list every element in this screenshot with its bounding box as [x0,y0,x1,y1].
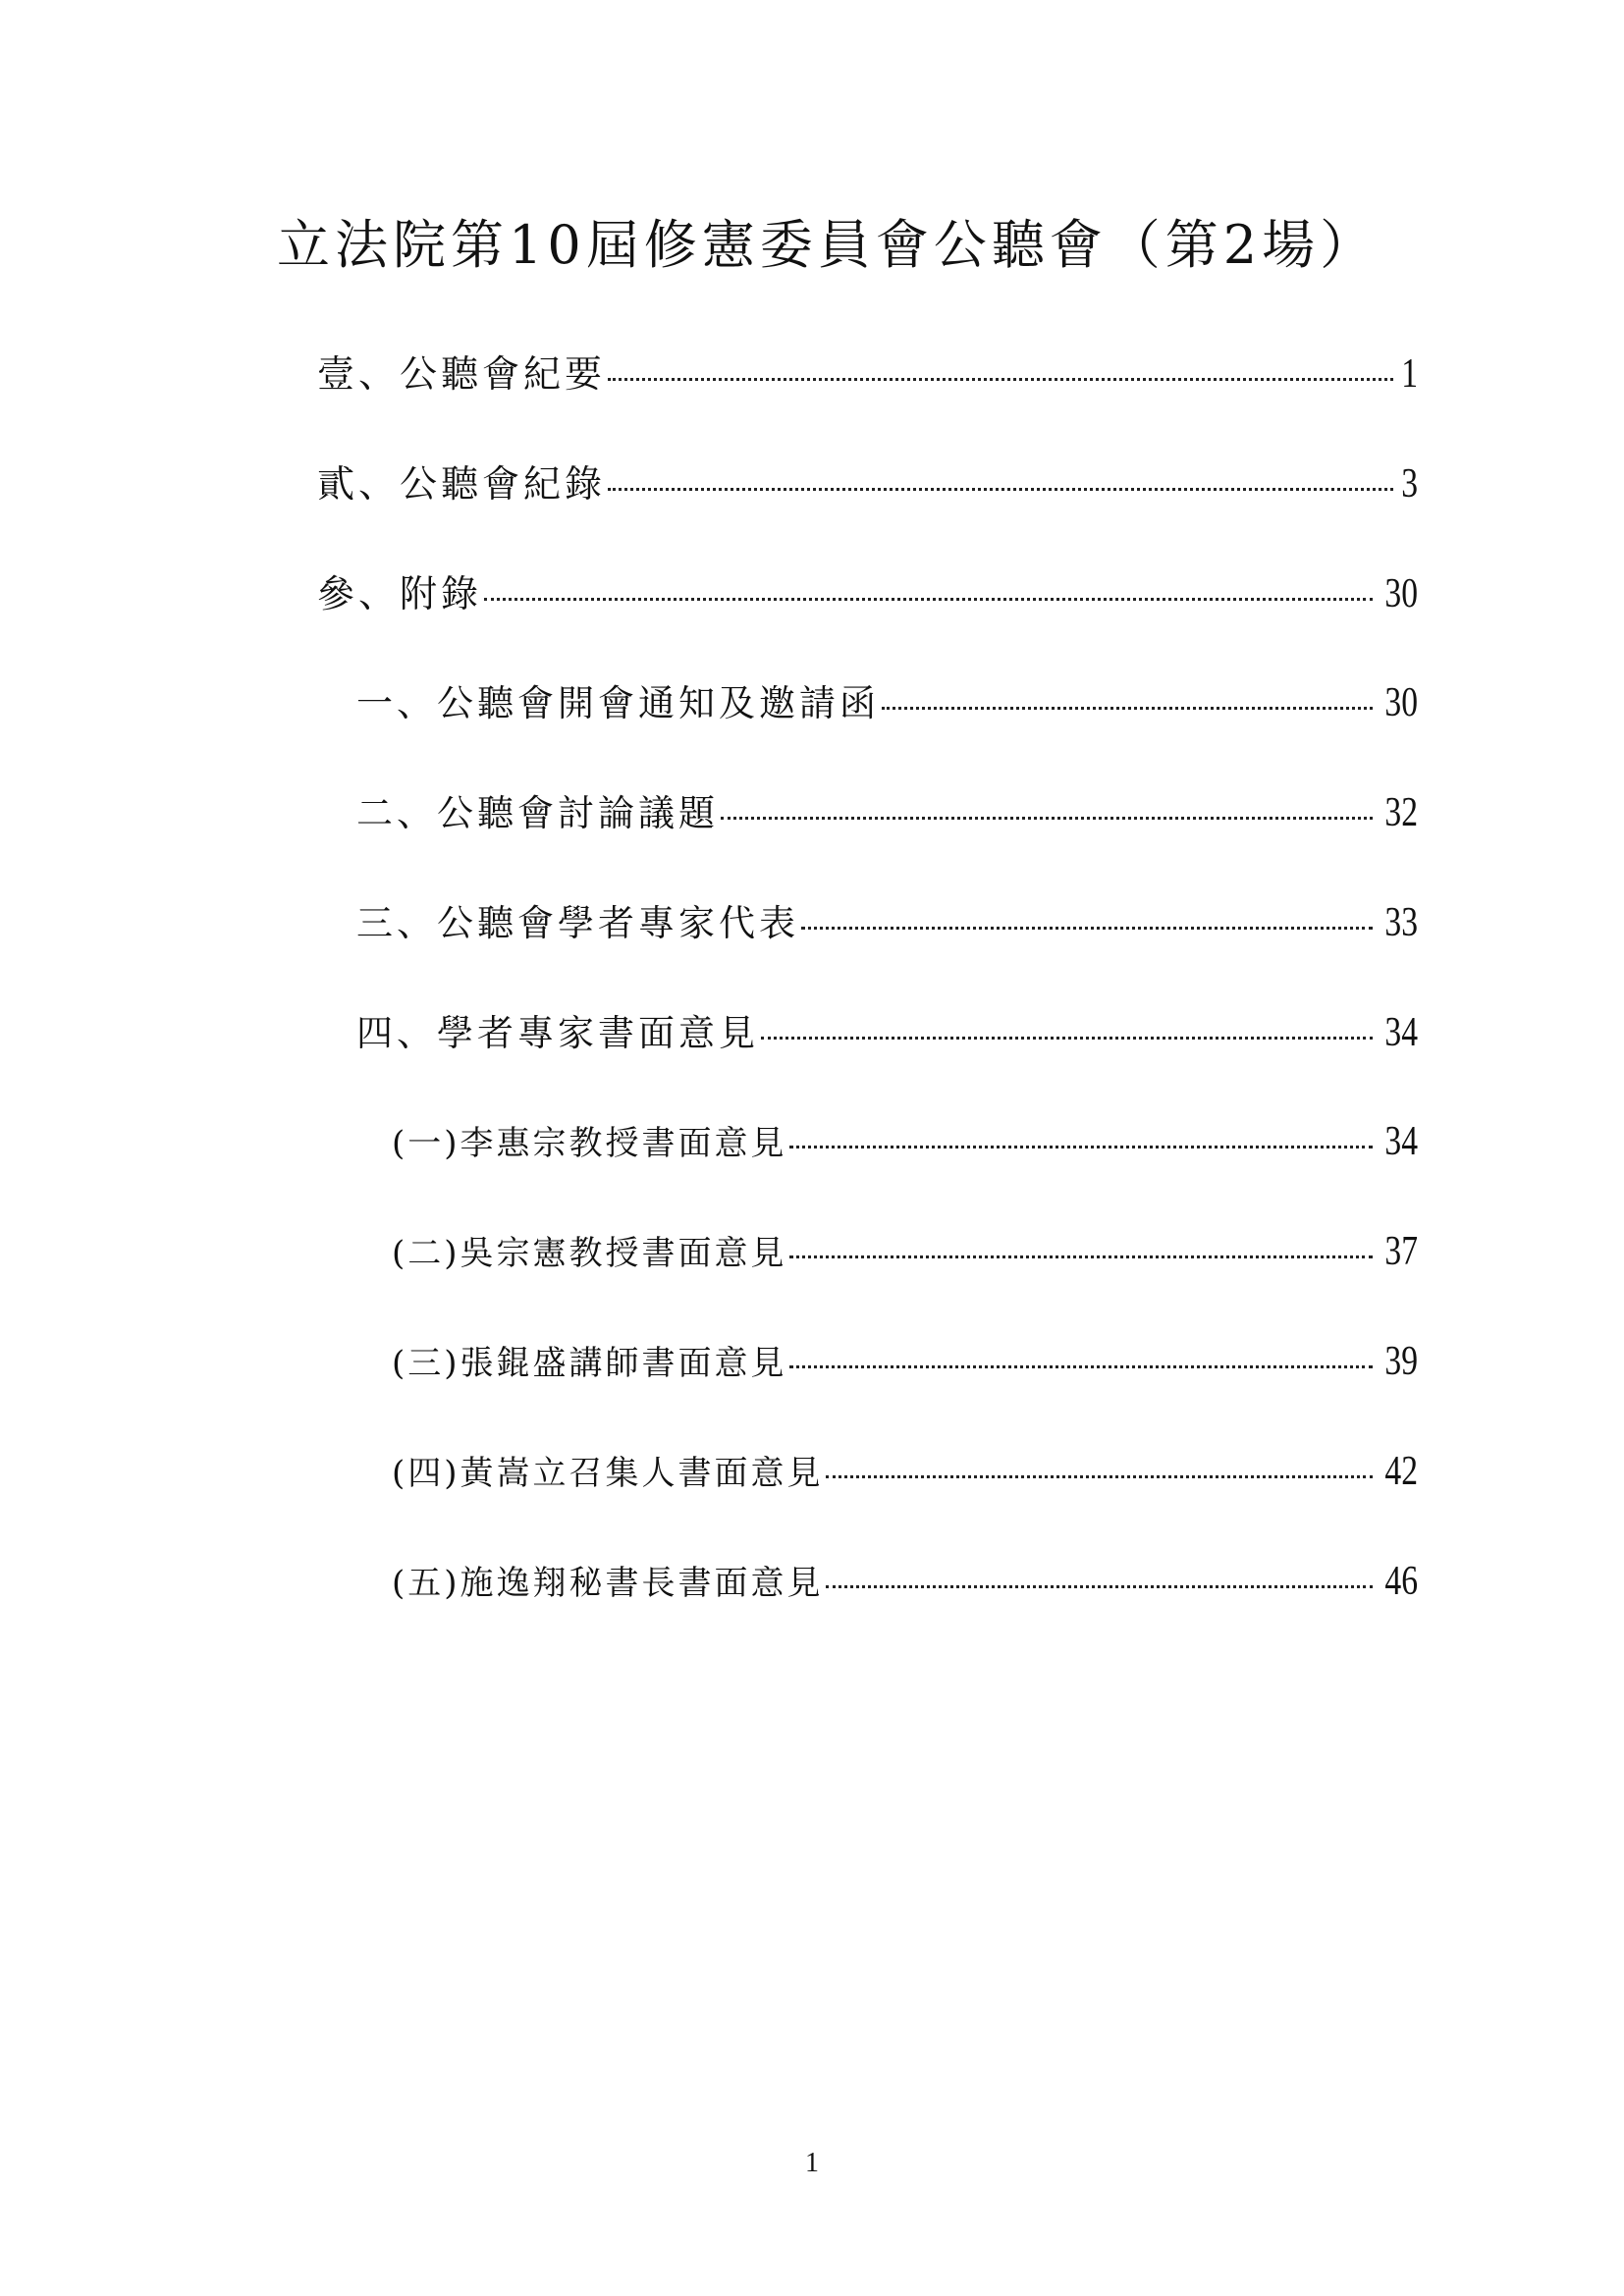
toc-entry-label: (五)施逸翔秘書長書面意見 [392,1564,824,1603]
toc-entry-opinion-4[interactable] [392,1446,1418,1501]
toc-entry-label: (四)黃嵩立召集人書面意見 [392,1454,824,1493]
toc-entry-appendix[interactable] [317,563,1418,618]
dot-leader [608,488,1393,491]
toc-entry-page: 3 [1401,461,1418,507]
dot-leader [789,1365,1373,1368]
toc-entry-page: 34 [1384,1119,1418,1164]
toc-entry-label: (一)李惠宗教授書面意見 [392,1124,787,1163]
toc-entry-opinion-2[interactable] [392,1226,1418,1281]
dot-leader [484,598,1373,601]
toc-entry-page: 30 [1384,680,1418,725]
dot-leader [826,1475,1373,1478]
toc-entry-expert-written-opinions[interactable] [356,1003,1418,1058]
dot-leader [721,817,1373,820]
toc-entry-meeting-record[interactable] [317,454,1418,508]
dot-leader [789,1255,1373,1258]
toc-entry-label: 四、學者專家書面意見 [356,1012,759,1054]
toc-entry-meeting-summary[interactable] [317,344,1418,399]
toc-entry-label: 三、公聽會學者專家代表 [356,902,799,944]
toc-entry-label: 參、附錄 [317,572,483,615]
toc-entry-label: 二、公聽會討論議題 [356,792,719,834]
toc-entry-expert-representatives[interactable] [356,893,1418,948]
toc-entry-page: 46 [1384,1559,1418,1604]
dot-leader [882,707,1373,710]
toc-entry-label: (二)吳宗憲教授書面意見 [392,1234,787,1273]
toc-entry-page: 1 [1401,351,1418,397]
dot-leader [761,1037,1373,1040]
toc-entry-page: 33 [1384,900,1418,945]
toc-entry-label: (三)張錕盛講師書面意見 [392,1344,787,1383]
toc-entry-opinion-1[interactable] [392,1116,1418,1171]
toc-entry-opinion-3[interactable] [392,1336,1418,1391]
toc-entry-page: 39 [1384,1339,1418,1384]
toc-entry-label: 壹、公聽會紀要 [317,352,607,396]
toc-entry-opinion-5[interactable] [392,1556,1418,1611]
dot-leader [826,1585,1373,1588]
toc-entry-label: 一、公聽會開會通知及邀請函 [356,682,880,724]
toc-entry-page: 34 [1384,1010,1418,1055]
dot-leader [608,378,1393,381]
toc-entry-page: 32 [1384,790,1418,835]
footer-page-number: 1 [805,2148,819,2178]
dot-leader [789,1146,1373,1148]
toc-entry-discussion-topics[interactable] [356,783,1418,838]
toc-entry-page: 37 [1384,1229,1418,1274]
toc-entry-page: 42 [1384,1449,1418,1494]
toc-entry-page: 30 [1384,571,1418,616]
toc-entry-label: 貳、公聽會紀錄 [317,462,607,506]
dot-leader [801,927,1373,930]
toc-entry-notice-invitation[interactable] [356,673,1418,728]
page-title: 立法院第10屆修憲委員會公聽會（第2場） [277,214,1379,276]
